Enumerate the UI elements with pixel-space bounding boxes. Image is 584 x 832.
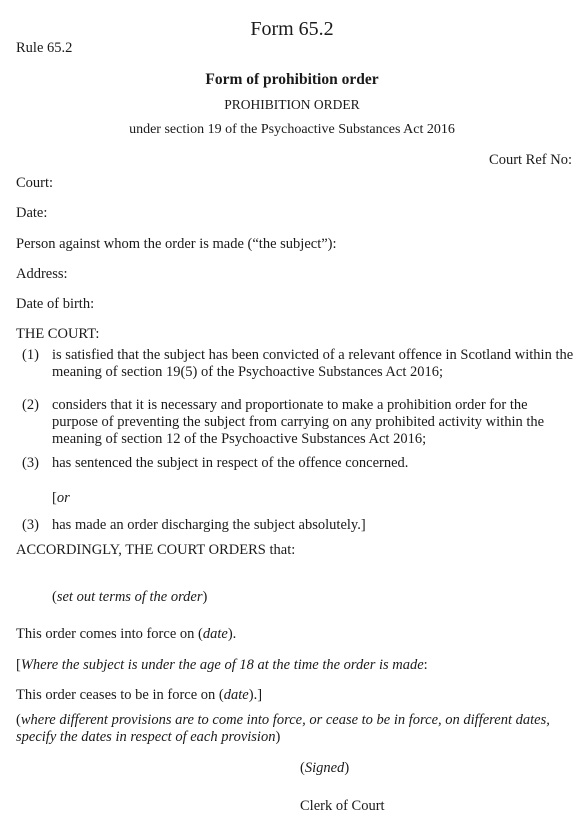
provision-dates-note: [16, 712, 576, 746]
date-placeholder: date: [202, 626, 228, 642]
open-bracket: [: [16, 657, 21, 673]
close-paren: ): [275, 729, 281, 745]
the-court-heading: THE COURT:: [16, 326, 100, 342]
alternative-item-text: has made an order discharging the subject absolutely.]: [52, 517, 366, 533]
close-paren: ): [202, 589, 208, 605]
force-suffix: ).: [227, 626, 237, 642]
finding-item-text: considers that it is necessary and proportionate to make a prohibition order for the purpose of preventing the subject from carrying on any prohibited activity within the meaning of section 12 of the Psychoactive Substances Act 2016;: [52, 397, 545, 447]
order-terms-placeholder: [52, 589, 207, 606]
cease-suffix: ).]: [248, 687, 263, 703]
court-field-label: Court:: [16, 175, 54, 191]
alternative-marker: [52, 490, 70, 507]
signed-word: Signed: [304, 760, 345, 776]
terms-note: set out terms of the order: [56, 589, 203, 605]
open-paren: (: [16, 712, 21, 728]
date-field-label: Date:: [16, 205, 48, 221]
form-number-title: Form 65.2: [250, 18, 334, 40]
statutory-basis: under section 19 of the Psychoactive Substances Act 2016: [129, 122, 455, 137]
address-field-label: Address:: [16, 266, 68, 282]
provision-note-text: where different provisions are to come into force, or cease to be in force, on different dates, specify the dates in respect of each provision: [16, 712, 550, 745]
rule-reference: Rule 65.2: [16, 40, 73, 56]
open-bracket: [: [52, 490, 57, 506]
finding-item-text: is satisfied that the subject has been convicted of a relevant offence in Scotland within the meaning of section 19(5) of the Psychoactive Substances Act 2016;: [52, 347, 574, 380]
ceases-line: [16, 687, 262, 704]
finding-item-text: has sentenced the subject in respect of the offence concerned.: [52, 455, 409, 471]
force-prefix: This order comes into force on (: [16, 626, 203, 642]
close-paren: ): [344, 760, 350, 776]
under-18-condition: Where the subject is under the age of 18 at the time the order is made: [20, 657, 424, 673]
item-number: (3): [22, 455, 39, 471]
signature-placeholder: [300, 760, 349, 777]
form-heading: Form of prohibition order: [205, 71, 379, 88]
date-placeholder: date: [223, 687, 249, 703]
item-number: (3): [22, 517, 39, 533]
item-number: (1): [22, 347, 39, 363]
open-paren: (: [52, 589, 57, 605]
clerk-of-court-label: Clerk of Court: [300, 798, 385, 814]
court-ref-label: Court Ref No:: [489, 152, 572, 168]
subject-field-label: Person against whom the order is made (“the subject”):: [16, 236, 337, 252]
dob-field-label: Date of birth:: [16, 296, 95, 312]
accordingly-heading: ACCORDINGLY, THE COURT ORDERS that:: [16, 542, 296, 558]
item-number: (2): [22, 397, 39, 413]
colon: :: [423, 657, 428, 673]
or-word: or: [56, 490, 70, 506]
order-title: PROHIBITION ORDER: [224, 97, 360, 112]
open-paren: (: [300, 760, 305, 776]
comes-into-force-line: [16, 626, 236, 643]
under-18-note: [16, 657, 428, 674]
cease-prefix: This order ceases to be in force on (: [16, 687, 224, 703]
